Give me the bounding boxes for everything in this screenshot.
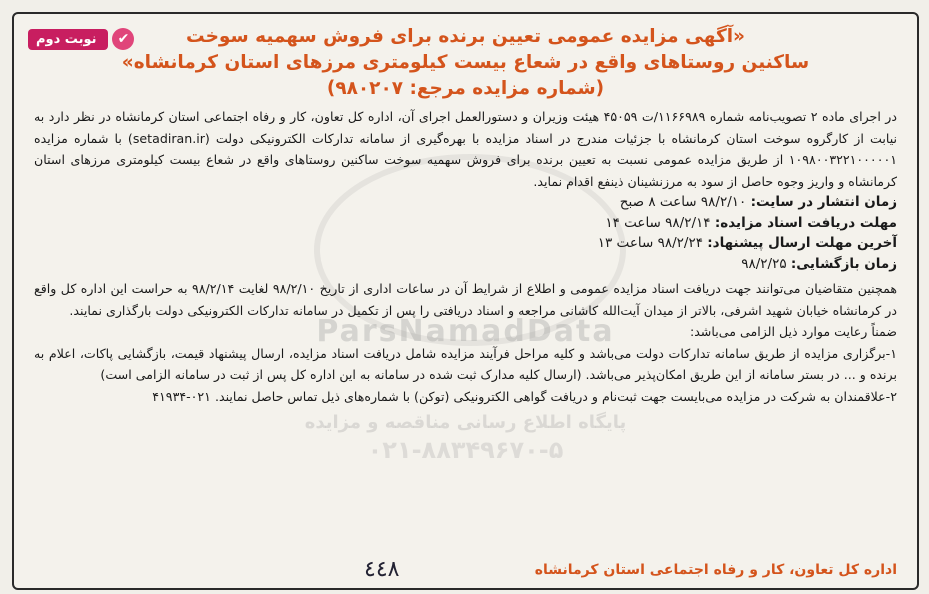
- date-label: زمان انتشار در سایت:: [750, 194, 897, 210]
- watermark-subtitle: پایگاه اطلاع رسانی مناقصه و مزایده: [304, 412, 627, 433]
- ad-footer: [34, 557, 897, 582]
- issuer-organization: اداره کل تعاون، کار و رفاه اجتماعی استان کرمانشاه: [534, 561, 897, 578]
- date-value: ۹۸/۲/۲۴ ساعت ۱۳: [597, 235, 703, 251]
- document-deadline-row: [34, 213, 897, 234]
- title-line-2: ساکنین روستاهای واقع در شعاع بیست کیلومتری مرزهای استان کرمانشاه»: [121, 52, 810, 73]
- opening-date-row: [34, 254, 897, 275]
- date-value: ۹۸/۲/۱۴ ساعت ۱۴: [605, 214, 711, 231]
- submission-deadline-row: [34, 233, 897, 254]
- requirement-item-1: ۱-برگزاری مزایده از طریق سامانه تدارکات دولت می‌باشد و کلیه مراحل فرآیند مزایده شامل دریافت اسناد مزایده، ارسال پیشنهاد قیمت، بازگشایی پاکات، اعلام به برنده و ... در بستر سامانه از این طریق امکان‌پذیر می‌باشد. (ارسال کلیه مدارک ثبت شده در سامانه به این اداره کل پس از ثبت در سامانه الزامی است): [34, 345, 897, 382]
- ad-content: [34, 24, 897, 407]
- date-label: آخرین مهلت ارسال پیشنهاد:: [707, 235, 897, 251]
- date-label: مهلت دریافت اسناد مزایده:: [714, 214, 897, 231]
- requirement-item-2: ۲-علاقمندان به شرکت در مزایده می‌بایست جهت ثبت‌نام و دریافت گواهی الکترونیکی (توکن) با شماره‌های ذیل تماس حاصل نمایند. ۰۲۱-۴۱۹۳۴: [152, 388, 897, 404]
- badge-group: [28, 28, 134, 50]
- date-label: زمان بازگشایی:: [790, 255, 897, 272]
- second-round-badge: نوبت دوم: [28, 29, 108, 50]
- requirements-heading: ضمناً رعایت موارد ذیل الزامی می‌باشد:: [689, 324, 897, 339]
- ad-code: ٤٤٨: [364, 557, 400, 582]
- watermark-brand: ParsNamadData: [316, 314, 615, 349]
- watermark-phone: ۰۲۱-۸۸۳۴۹۶۷۰-۵: [367, 436, 564, 464]
- publish-date-row: [34, 192, 897, 213]
- date-value: ۹۸/۲/۱۰ ساعت ۸ صبح: [619, 194, 747, 210]
- intro-paragraph: در اجرای ماده ۲ تصویب‌نامه شماره ۱۱۶۶۹۸۹/ت ۴۵۰۵۹ هیئت وزیران و دستورالعمل اجرای آن، اداره کل تعاون، کار و رفاه اجتماعی استان کرمانشاه در نظر دارد به نیابت از کارگروه سوخت استان کرمانشاه با جزئیات مندرج در اسناد مزایده با بهره‌گیری از سامانه تدارکات الکترونیکی دولت (setadiran.ir) با شماره مزایده ۱۰۹۸۰۰۳۲۲۱۰۰۰۰۰۱ از طریق مزایده عمومی نسبت به تعیین برنده برای فروش سهمیه سوخت ساکنین روستاهای واقع در شعاع بیست کیلومتری مرزهای استان کرمانشاه و واریز وجوه حاصل از سود به مرزنشینان ذینفع اقدام نماید.: [34, 109, 897, 189]
- date-value: ۹۸/۲/۲۵: [741, 255, 787, 272]
- documents-paragraph: همچنین متقاضیان می‌توانند جهت دریافت اسناد مزایده عمومی و اطلاع از شرایط آن در ساعات اداری از تاریخ ۹۸/۲/۱۰ لغایت ۹۸/۲/۱۴ به حراست این اداره کل واقع در کرمانشاه خیابان شهید اشرفی، بالاتر از میدان آیت‌الله کاشانی مراجعه و اسناد دریافتی را پس از تکمیل در سامانه تدارکات الکترونیکی دولت بارگذاری نمایند.: [34, 281, 898, 318]
- title-line-1: «آگهی مزایده عمومی تعیین برنده برای فروش سهمیه سوخت: [185, 26, 745, 47]
- dates-list: [34, 192, 897, 274]
- check-icon: ✔: [112, 28, 134, 50]
- advertisement-frame: [12, 12, 919, 590]
- ad-title: [34, 24, 897, 102]
- title-line-3: (شماره مزایده مرجع: ۹۸۰۲۰۷): [326, 78, 605, 99]
